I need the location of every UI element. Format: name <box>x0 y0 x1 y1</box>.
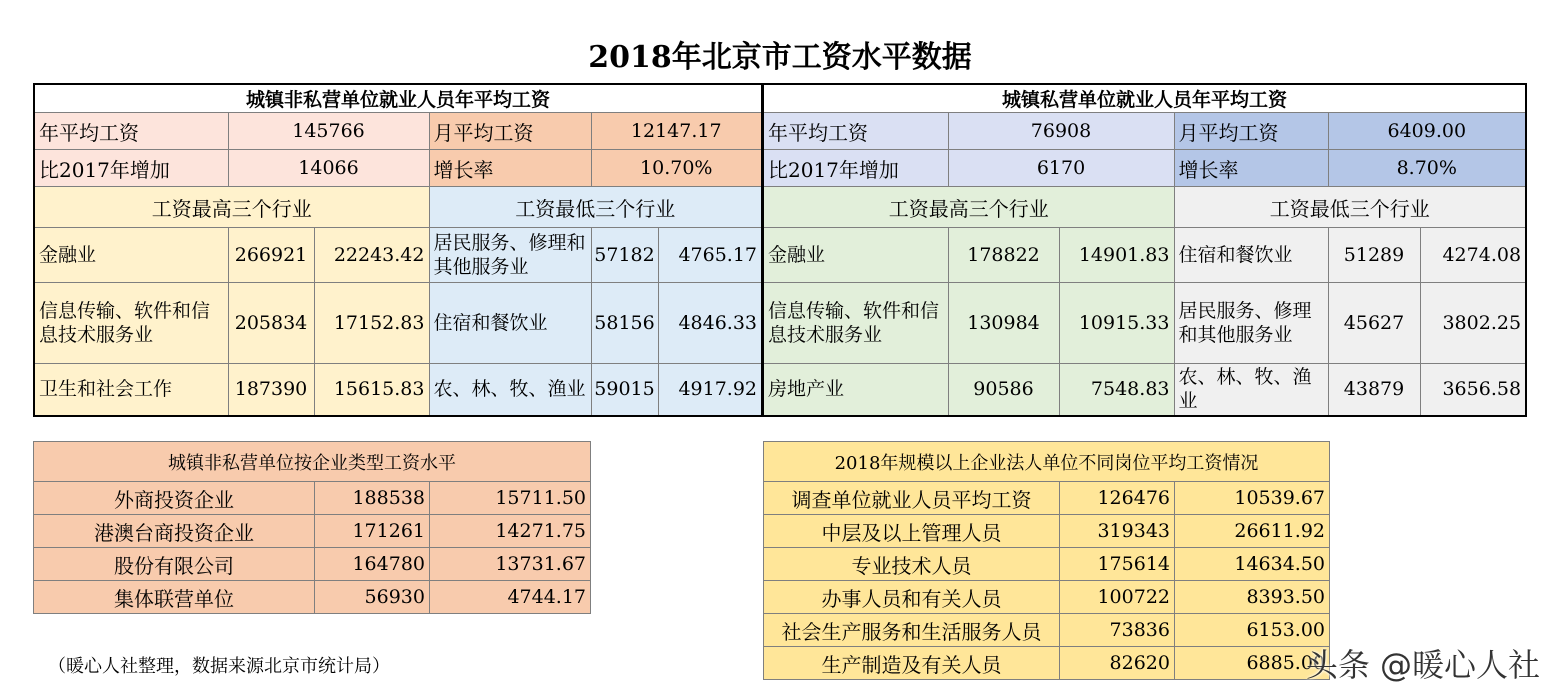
position-annual: 175614 <box>1060 548 1175 581</box>
position-monthly: 10539.67 <box>1175 482 1330 515</box>
monthly-avg-value: 6409.00 <box>1328 113 1526 150</box>
position-annual: 126476 <box>1060 482 1175 515</box>
industry-monthly: 4846.33 <box>658 283 762 364</box>
position-name: 调查单位就业人员平均工资 <box>764 482 1060 515</box>
private-header: 城镇私营单位就业人员年平均工资 <box>763 84 1526 113</box>
industry-name: 居民服务、修理和其他服务业 <box>429 228 591 283</box>
position-salary-table <box>763 441 1330 680</box>
industry-name: 卫生和社会工作 <box>34 364 228 416</box>
position-monthly: 6153.00 <box>1175 614 1330 647</box>
enterprise-monthly: 4744.17 <box>430 581 591 614</box>
industry-annual: 205834 <box>228 283 314 364</box>
growth-value: 10.70% <box>591 150 762 187</box>
industry-annual: 43879 <box>1328 364 1420 416</box>
enterprise-header: 城镇非私营单位按企业类型工资水平 <box>34 442 591 482</box>
industry-annual: 59015 <box>591 364 658 416</box>
increase-value: 14066 <box>228 150 429 187</box>
page-title: 2018年北京市工资水平数据 <box>588 40 972 75</box>
monthly-avg-label: 月平均工资 <box>429 113 591 150</box>
low-industries-header: 工资最低三个行业 <box>429 187 762 228</box>
top-industries-header: 工资最高三个行业 <box>763 187 1174 228</box>
top-industries-header: 工资最高三个行业 <box>34 187 429 228</box>
enterprise-annual: 188538 <box>315 482 430 515</box>
monthly-avg-value: 12147.17 <box>591 113 762 150</box>
enterprise-annual: 164780 <box>315 548 430 581</box>
growth-label: 增长率 <box>1174 150 1328 187</box>
industry-annual: 266921 <box>228 228 314 283</box>
annual-avg-value: 145766 <box>228 113 429 150</box>
industry-annual: 187390 <box>228 364 314 416</box>
enterprise-type-table <box>33 441 591 614</box>
industry-name: 农、林、牧、渔业 <box>1174 364 1328 416</box>
low-industries-header: 工资最低三个行业 <box>1174 187 1526 228</box>
enterprise-monthly: 15711.50 <box>430 482 591 515</box>
annual-avg-label: 年平均工资 <box>763 113 948 150</box>
industry-annual: 178822 <box>948 228 1059 283</box>
enterprise-annual: 56930 <box>315 581 430 614</box>
industry-monthly: 17152.83 <box>314 283 429 364</box>
position-monthly: 26611.92 <box>1175 515 1330 548</box>
position-monthly: 14634.50 <box>1175 548 1330 581</box>
industry-name: 信息传输、软件和信息技术服务业 <box>34 283 228 364</box>
enterprise-name: 外商投资企业 <box>34 482 315 515</box>
position-annual: 73836 <box>1060 614 1175 647</box>
industry-monthly: 22243.42 <box>314 228 429 283</box>
industry-name: 农、林、牧、渔业 <box>429 364 591 416</box>
industry-monthly: 7548.83 <box>1059 364 1174 416</box>
source-note: （暖心人社整理，数据来源北京市统计局） <box>48 656 390 677</box>
industry-name: 房地产业 <box>763 364 948 416</box>
position-name: 专业技术人员 <box>764 548 1060 581</box>
position-name: 生产制造及有关人员 <box>764 647 1060 680</box>
position-annual: 100722 <box>1060 581 1175 614</box>
industry-name: 金融业 <box>34 228 228 283</box>
increase-label: 比2017年增加 <box>34 150 228 187</box>
industry-annual: 57182 <box>591 228 658 283</box>
industry-annual: 51289 <box>1328 228 1420 283</box>
position-monthly: 8393.50 <box>1175 581 1330 614</box>
industry-monthly: 4765.17 <box>658 228 762 283</box>
industry-name: 金融业 <box>763 228 948 283</box>
industry-annual: 90586 <box>948 364 1059 416</box>
monthly-avg-label: 月平均工资 <box>1174 113 1328 150</box>
position-name: 社会生产服务和生活服务人员 <box>764 614 1060 647</box>
growth-label: 增长率 <box>429 150 591 187</box>
industry-monthly: 4274.08 <box>1420 228 1526 283</box>
watermark: 头条 @暖心人社 <box>1305 646 1540 684</box>
industry-annual: 130984 <box>948 283 1059 364</box>
industry-name: 住宿和餐饮业 <box>1174 228 1328 283</box>
industry-monthly: 15615.83 <box>314 364 429 416</box>
increase-label: 比2017年增加 <box>763 150 948 187</box>
industry-annual: 58156 <box>591 283 658 364</box>
non-private-salary-table <box>33 83 763 417</box>
industry-monthly: 3656.58 <box>1420 364 1526 416</box>
industry-monthly: 3802.25 <box>1420 283 1526 364</box>
industry-monthly: 4917.92 <box>658 364 762 416</box>
enterprise-name: 集体联营单位 <box>34 581 315 614</box>
private-salary-table <box>762 83 1527 417</box>
enterprise-name: 股份有限公司 <box>34 548 315 581</box>
industry-name: 居民服务、修理和其他服务业 <box>1174 283 1328 364</box>
annual-avg-value: 76908 <box>948 113 1174 150</box>
position-name: 办事人员和有关人员 <box>764 581 1060 614</box>
position-annual: 82620 <box>1060 647 1175 680</box>
industry-annual: 45627 <box>1328 283 1420 364</box>
industry-name: 住宿和餐饮业 <box>429 283 591 364</box>
industry-monthly: 14901.83 <box>1059 228 1174 283</box>
increase-value: 6170 <box>948 150 1174 187</box>
position-name: 中层及以上管理人员 <box>764 515 1060 548</box>
position-monthly: 6885.00 <box>1175 647 1330 680</box>
enterprise-monthly: 14271.75 <box>430 515 591 548</box>
enterprise-annual: 171261 <box>315 515 430 548</box>
positions-header: 2018年规模以上企业法人单位不同岗位平均工资情况 <box>764 442 1330 482</box>
annual-avg-label: 年平均工资 <box>34 113 228 150</box>
position-annual: 319343 <box>1060 515 1175 548</box>
growth-value: 8.70% <box>1328 150 1526 187</box>
enterprise-name: 港澳台商投资企业 <box>34 515 315 548</box>
non-private-header: 城镇非私营单位就业人员年平均工资 <box>34 84 762 113</box>
industry-name: 信息传输、软件和信息技术服务业 <box>763 283 948 364</box>
industry-monthly: 10915.33 <box>1059 283 1174 364</box>
enterprise-monthly: 13731.67 <box>430 548 591 581</box>
